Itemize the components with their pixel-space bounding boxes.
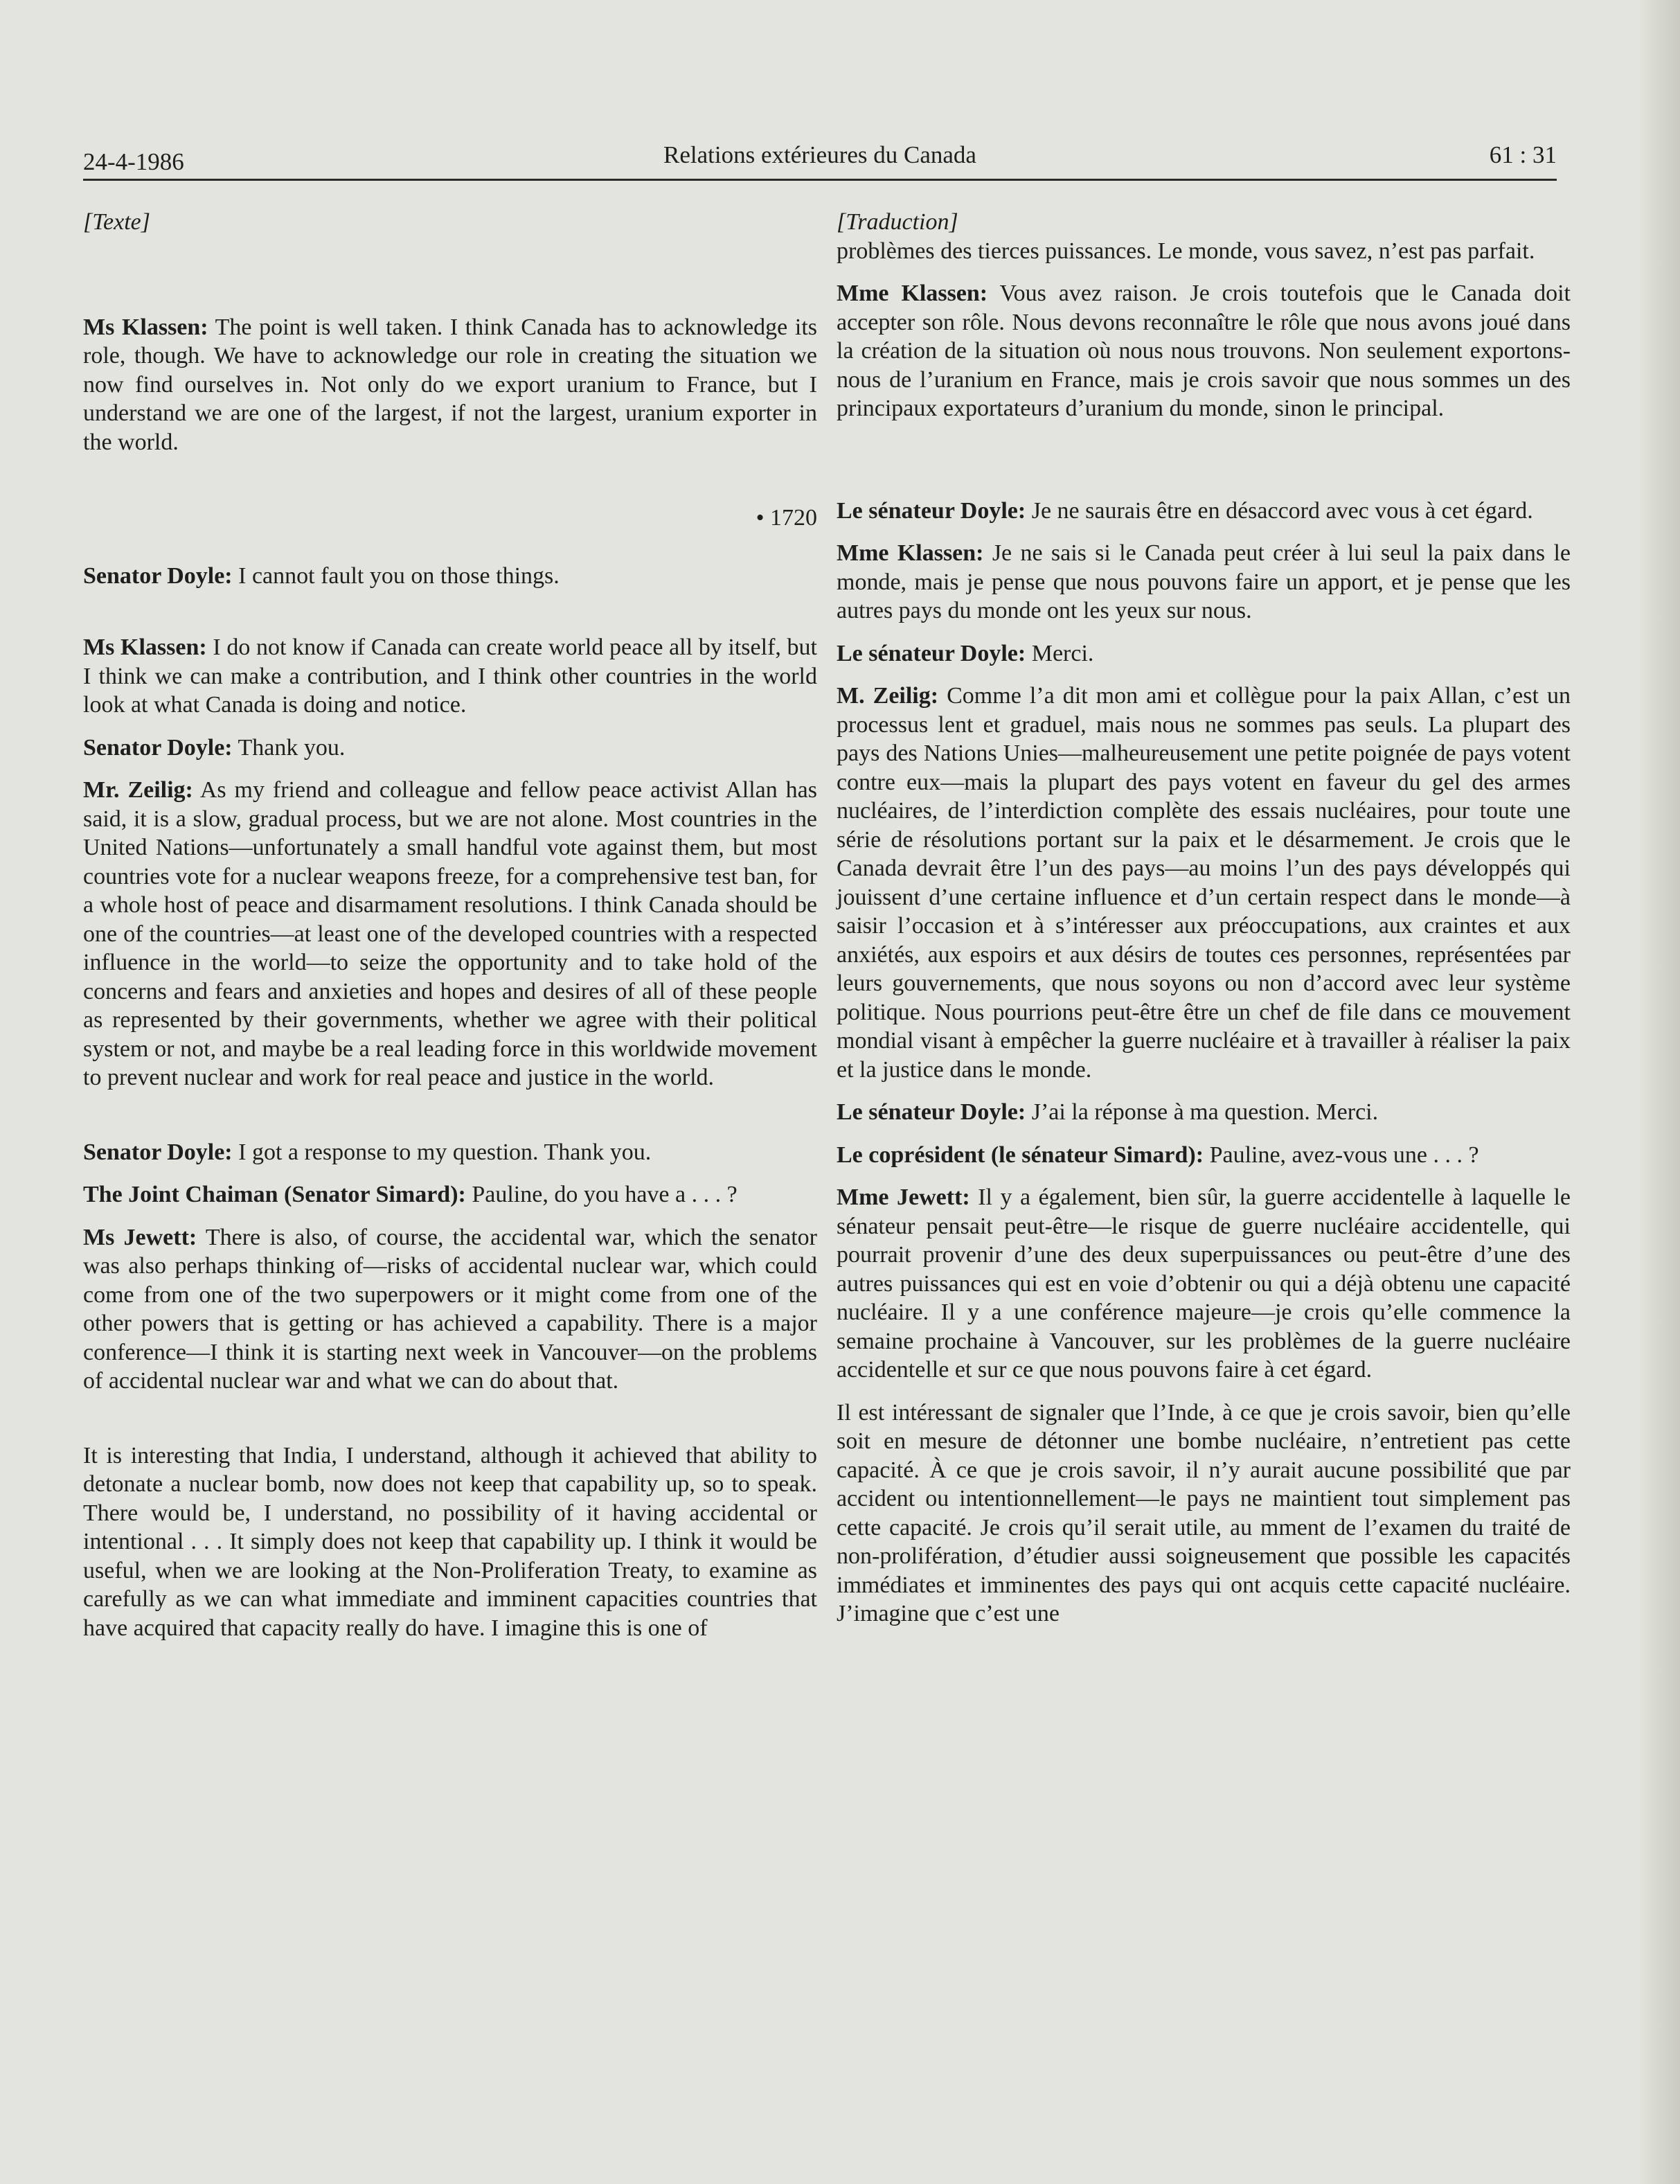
paragraph (837, 1098, 1571, 1127)
paragraph (83, 562, 817, 591)
paragraph-text: It is interesting that India, I understand, although it achieved that ability to detonate a nuclear bomb, now does not keep that capability up, so to speak. There would be, I understand, no possibility of it having accidental or intentional . . . It simply does not keep that capability up. I think it would be useful, when we are looking at the Non-Proliferation Treaty, to examine as carefully as we can what immediate and imminent capacities countries that have acquired that capacity really do have. I imagine this is one of (83, 1442, 817, 1641)
paragraph-text: I do not know if Canada can create world peace all by itself, but I think we can make a contribution, and I think other countries in the world look at what Canada is doing and notice. (83, 634, 818, 718)
speaker-name: Ms Klassen: (83, 314, 208, 340)
speaker-name: M. Zeilig: (837, 683, 939, 709)
header-title: Relations extérieures du Canada (663, 141, 976, 168)
paragraph-text: I got a response to my question. Thank you. (232, 1139, 652, 1165)
paragraph (83, 1138, 817, 1167)
paragraph (837, 497, 1571, 526)
paragraph (83, 776, 817, 1092)
paragraph (837, 639, 1571, 668)
header-rule (83, 179, 1557, 181)
speaker-name: Ms Jewett: (83, 1224, 197, 1250)
paragraph (83, 734, 817, 763)
paragraph (83, 1223, 817, 1396)
header-page-number: 61 : 31 (1489, 141, 1557, 168)
speaker-name: Le coprésident (le sénateur Simard): (837, 1142, 1204, 1168)
speaker-name: Le sénateur Doyle: (837, 497, 1026, 524)
paragraph-text: Je ne sais si le Canada peut créer à lui seul la paix dans le monde, mais je pense que nous pouvons faire un apport, et je pense que les autres pays du monde ont les yeux sur nous. (837, 540, 1571, 623)
speaker-name: Le sénateur Doyle: (837, 640, 1026, 666)
paragraph-text: Pauline, avez-vous une . . . ? (1204, 1142, 1479, 1168)
paragraph (83, 1441, 817, 1643)
paragraph-text: As my friend and colleague and fellow peace activist Allan has said, it is a slow, gradual process, but we are not alone. Most countries in the United Nations—unfortunately a small handful vote against them, but most countries vote for a nuclear weapons freeze, for a comprehensive test ban, for a whole host of peace and disarmament resolutions. I think Canada should be one of the countries—at least one of the developed countries with a respected influence in the world—to seize the opportunity and to take hold of the concerns and fears and anxieties and hopes and desires of all of these people as represented by their governments, whether we agree with their political system or not, and maybe be a real leading force in this worldwide movement to prevent nuclear and work for real peace and justice in the world. (83, 777, 817, 1090)
french-column (837, 208, 1571, 1628)
speaker-name: Mme Klassen: (837, 540, 984, 566)
column-tag: [Texte] (83, 209, 150, 235)
paragraph-text: The point is well taken. I think Canada has to acknowledge its role, though. We have to acknowledge our role in creating the situation we now find ourselves in. Not only do we export uranium to France, but I understand we are one of the largest, if not the largest, uranium exporter in the world. (83, 314, 817, 455)
page-header (83, 141, 1557, 180)
paragraph-text: Thank you. (232, 734, 346, 761)
speaker-name: Mme Klassen: (837, 281, 988, 306)
paragraph (837, 1141, 1571, 1170)
page-edge-shadow (1638, 0, 1680, 2184)
paragraph-text: Pauline, do you have a . . . ? (465, 1182, 738, 1207)
paragraph-text: Je ne saurais être en désaccord avec vous à cet égard. (1026, 497, 1533, 524)
paragraph-text: J’ai la réponse à ma question. Merci. (1026, 1099, 1379, 1125)
paragraph (837, 279, 1571, 423)
paragraph (837, 1399, 1571, 1628)
paragraph-text: Vous avez raison. Je crois toutefois que le Canada doit accepter son rôle. Nous devons reconnaître le rôle que nous avons joué dans la création de la situation où nous nous trouvons. Non seulement exportons-nous de l’uranium en France, mais je crois savoir que nous sommes un des principaux exportateurs d’uranium du monde, sinon le principal. (837, 281, 1571, 421)
speaker-name: Senator Doyle: (83, 1139, 233, 1165)
column-tag: [Traduction] (837, 209, 958, 235)
speaker-name: Senator Doyle: (83, 562, 233, 589)
paragraph (83, 633, 817, 720)
speaker-name: Mme Jewett: (837, 1184, 970, 1210)
paragraph (837, 682, 1571, 1084)
english-column (83, 208, 817, 1642)
paragraph (83, 1180, 817, 1209)
paragraph (837, 539, 1571, 625)
speaker-name: Senator Doyle: (83, 734, 233, 761)
paragraph-text: I cannot fault you on those things. (232, 562, 560, 589)
paragraph (837, 1183, 1571, 1385)
paragraph-text: Merci. (1026, 640, 1094, 666)
paragraph-text: Il est intéressant de signaler que l’Inde, à ce que je crois savoir, bien qu’elle soit en mesure de détonner une bombe nucléaire, n’entretient pas cette capacité. À ce que je crois savoir, il n’y aurait aucune possibilité que par accident ou intentionnellement—le pays ne maintient tout simplement pas cette capacité. Je crois qu’il serait utile, au mment de l’examen du traité de non-prolifération, d’étudier aussi soigneusement que possible les capacités immédiates et imminentes des pays qui ont acquis cette capacité nucléaire. J’imagine que c’est une (837, 1399, 1571, 1626)
paragraph (837, 237, 1571, 266)
speaker-name: Mr. Zeilig: (83, 777, 193, 803)
paragraph (83, 313, 817, 457)
time-marker: • 1720 (756, 505, 817, 531)
speaker-name: Le sénateur Doyle: (837, 1099, 1026, 1125)
header-date: 24-4-1986 (83, 148, 184, 175)
speaker-name: The Joint Chaiman (Senator Simard): (83, 1182, 466, 1207)
paragraph-text: Il y a également, bien sûr, la guerre accidentelle à laquelle le sénateur pensait peut-être—le risque de guerre nucléaire accidentelle, qui pourrait provenir d’une des deux superpuissances ou peut-être d’une des autres puissances qui est en voie d’obtenir ou qui a déjà obtenu une capacité nucléaire. Il y a une conférence majeure—je crois qu’elle commence la semaine prochaine à Vancouver, sur les problèmes de la guerre nucléaire accidentelle et sur ce que nous pouvons faire à cet égard. (837, 1184, 1571, 1383)
paragraph-text: problèmes des tierces puissances. Le monde, vous savez, n’est pas parfait. (837, 238, 1535, 264)
paragraph-text: There is also, of course, the accidental war, which the senator was also perhaps thinking of—risks of accidental nuclear war, which could come from one of the two superpowers or it might come from one of the other powers that is getting or has achieved a capability. There is a major conference—I think it is starting next week in Vancouver—on the problems of accidental nuclear war and what we can do about that. (83, 1224, 817, 1394)
speaker-name: Ms Klassen: (83, 634, 207, 660)
paragraph-text: Comme l’a dit mon ami et collègue pour la paix Allan, c’est un processus lent et graduel, mais nous ne sommes pas seuls. La plupart des pays des Nations Unies—malheureusement une petite poignée de pays votent contre eux—mais la plupart des pays votent en faveur du gel des armes nucléaires, de l’interdiction complète des essais nucléaires, pour toute une série de résolutions portant sur la paix et le désarmement. Je crois que le Canada devrait être l’un des pays—au moins l’un des pays développés qui jouissent d’une certaine influence et d’un certain respect dans le monde—à saisir l’occasion et à s’intéresser aux préoccupations, aux craintes et aux anxiétés, aux espoirs et aux désirs de toutes ces personnes, représentées par leurs gouvernements, que nous soyons ou non d’accord avec leur système politique. Nous pourrions peut-être être un chef de file dans ce mouvement mondial visant à empêcher la guerre nucléaire et à travailler à réaliser la paix et la justice dans le monde. (837, 683, 1571, 1083)
